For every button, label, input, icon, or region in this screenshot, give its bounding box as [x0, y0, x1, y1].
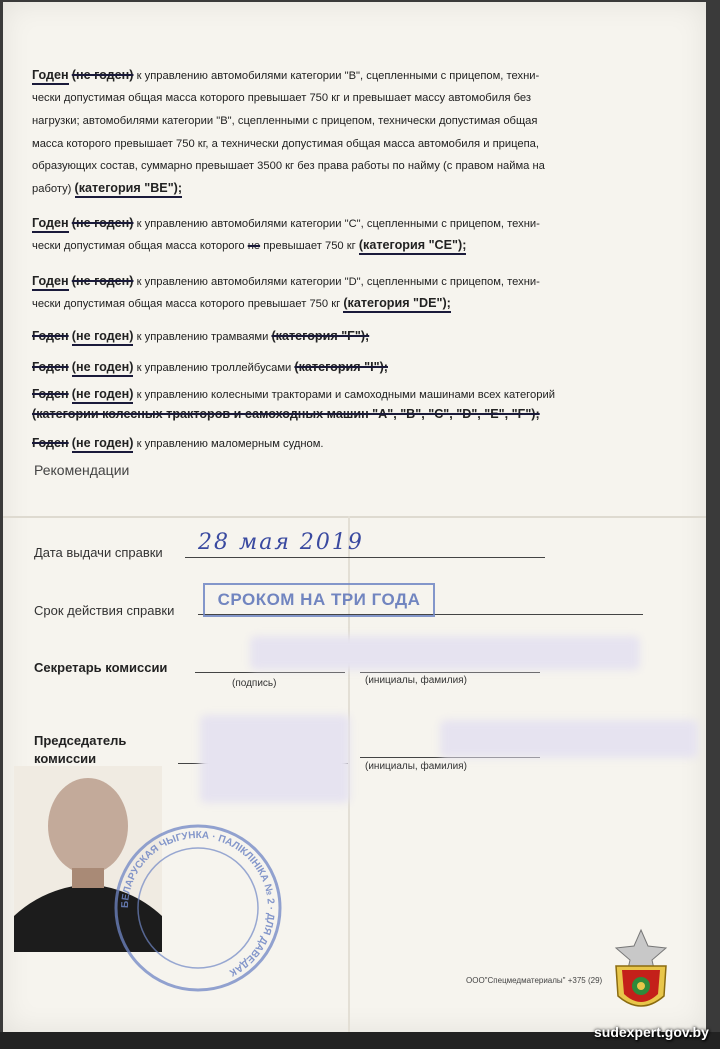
- redacted-secretary: [250, 636, 640, 670]
- section2-line1: [32, 213, 642, 235]
- unfit-label: (не годен): [72, 329, 134, 346]
- secretary-name-line: [360, 672, 540, 673]
- round-seal: [108, 818, 288, 998]
- name-caption: (инициалы, фамилия): [365, 675, 467, 686]
- unfit-label: (не годен): [72, 436, 134, 453]
- section7-line: [32, 433, 642, 455]
- fit-label: Годен: [32, 216, 69, 233]
- fit-label: Годен: [32, 68, 69, 85]
- category-ce: (категория "CE");: [359, 238, 467, 255]
- belarus-emblem-icon: [606, 926, 676, 1018]
- section6-line1: [32, 384, 642, 406]
- printer-tag: ООО"Спецмедматериалы" +375 (29): [466, 976, 603, 985]
- secretary-sign-line: [195, 672, 345, 673]
- watermark: sudexpert.gov.by: [594, 1024, 709, 1040]
- section5-line: [32, 357, 642, 379]
- issue-date-line: [185, 557, 545, 558]
- issue-date-label: Дата выдачи справки: [34, 545, 163, 560]
- unfit-label-struck: (не годен): [71, 216, 134, 230]
- redacted-chairman-name: [440, 720, 698, 758]
- fit-label: Годен: [32, 274, 69, 291]
- secretary-label: Секретарь комиссии: [34, 660, 168, 675]
- category-i-struck: (категория "I");: [294, 360, 388, 374]
- paper-fold-horizontal: [3, 516, 706, 518]
- fit-label-struck: Годен: [32, 387, 69, 401]
- section1-line5: образующих состав, суммарно превышает 3500 кг без права работы по найму (с правом найма на: [32, 160, 545, 172]
- section5-text: к управлению троллейбусами: [136, 362, 292, 374]
- section2-text-b: превышает 750 кг: [263, 240, 356, 252]
- fit-label-struck: Годен: [32, 436, 69, 450]
- svg-text:БЕЛАРУСКАЯ ЧЫГУНКА · ПАЛІКЛІНІ: [120, 830, 276, 978]
- section2-text: к управлению автомобилями категории "C", сцепленными с прицепом, техни-: [136, 218, 540, 230]
- section4-line: [32, 326, 642, 348]
- issue-date-handwritten: 28 мая 2019: [198, 530, 364, 555]
- unfit-label-struck: (не годен): [71, 274, 134, 288]
- unfit-label: (не годен): [72, 360, 134, 377]
- section1-text: к управлению автомобилями категории "B", сцепленными с прицепом, техни-: [136, 70, 540, 82]
- sign-caption: (подпись): [232, 678, 277, 689]
- section4-text: к управлению трамваями: [136, 331, 269, 343]
- fit-label-struck: Годен: [32, 360, 69, 374]
- section6-text: к управлению колесными тракторами и самоходными машинами всех категорий: [136, 389, 555, 401]
- name-caption: (инициалы, фамилия): [365, 761, 467, 772]
- section1-text-end: работу): [32, 183, 72, 195]
- section1-line3: нагрузки; автомобилями категории "B", сцепленными с прицепом, технически допустимая общая: [32, 115, 538, 127]
- section2-text-a: чески допустимая общая масса которого: [32, 240, 245, 252]
- section3-line2: [32, 293, 642, 315]
- unfit-label: (не годен): [72, 387, 134, 404]
- category-be: (категория "BE");: [75, 181, 183, 198]
- section1-line1: [32, 65, 642, 87]
- redacted-signature: [200, 715, 350, 803]
- section3-line1: [32, 271, 642, 293]
- section6-categories-struck: (категории колесных тракторов и самоходных машин "A", "B", "C", "D", "E", "F");: [32, 407, 540, 421]
- validity-label: Срок действия справки: [34, 603, 175, 618]
- category-de: (категория "DE");: [343, 296, 451, 313]
- seal-text: БЕЛАРУСКАЯ ЧЫГУНКА · ПАЛІКЛІНІКА № 2 · ДЛЯ ДАВЕДАК: [119, 829, 277, 978]
- section1-line4: масса которого превышает 750 кг, а технически допустимая общая масса автомобиля и прицепа,: [32, 138, 540, 150]
- section3-text-b: чески допустимая общая масса которого превышает 750 кг: [32, 298, 341, 310]
- category-f-struck: (категория "F");: [271, 329, 370, 343]
- section1-line6: [32, 178, 642, 200]
- section7-text: к управлению маломерным судном.: [136, 438, 324, 450]
- section1-line2: чески допустимая общая масса которого превышает 750 кг и превышает массу автомобиля без: [32, 92, 532, 104]
- section3-text: к управлению автомобилями категории "D", сцепленными с прицепом, техни-: [136, 276, 540, 288]
- recommendations-heading: Рекомендации: [34, 462, 130, 478]
- section2-line2: [32, 235, 642, 257]
- chairman-label: Председатель: [34, 733, 127, 748]
- chairman-label-2: комиссии: [34, 751, 97, 766]
- struck-ne: не: [247, 240, 261, 252]
- fit-label-struck: Годен: [32, 329, 69, 343]
- validity-stamp: СРОКОМ НА ТРИ ГОДА: [203, 583, 435, 617]
- unfit-label-struck: (не годен): [71, 68, 134, 82]
